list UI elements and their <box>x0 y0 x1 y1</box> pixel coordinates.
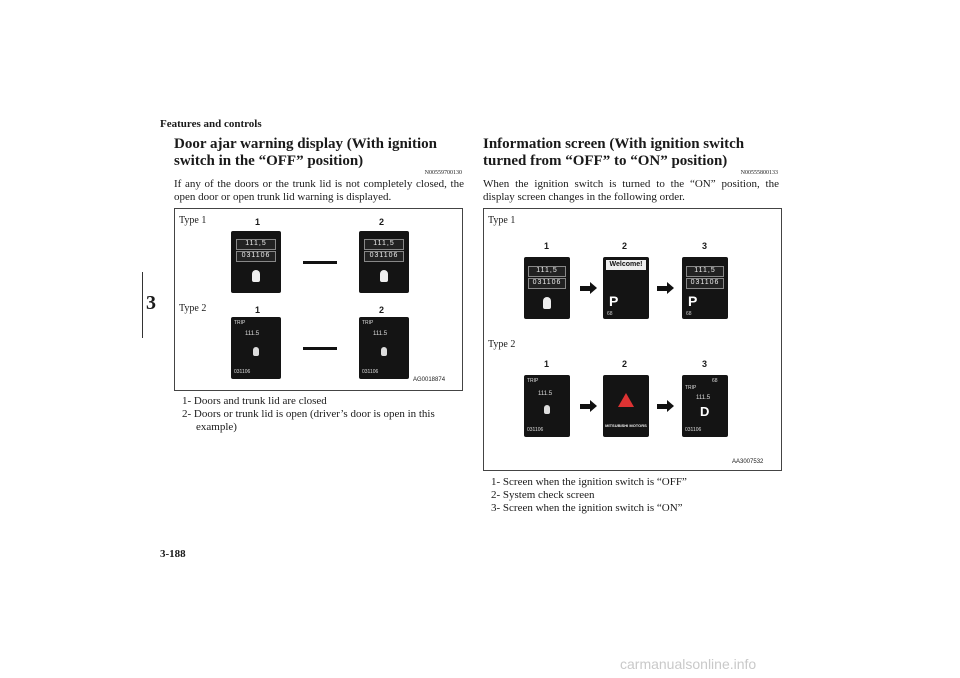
legend-item: 2- System check screen <box>491 489 595 501</box>
arrow-right-icon <box>657 404 667 409</box>
trip-main-value: 111.5 <box>245 331 260 337</box>
trip-label: TRIP <box>685 385 697 391</box>
type2-screen-open <box>359 317 409 379</box>
arrow-right-icon <box>667 282 674 294</box>
trip-label: TRIP <box>362 320 374 326</box>
welcome-text: Welcome! <box>606 260 646 270</box>
arrow-right-icon <box>590 282 597 294</box>
gear-indicator: P <box>688 293 698 309</box>
car-door-open-icon <box>380 270 388 282</box>
fig-num-2: 2 <box>622 241 628 251</box>
type2-screen-closed <box>231 317 281 379</box>
figure-code: AA3007532 <box>732 459 764 465</box>
watermark: carmanualsonline.info <box>620 656 757 672</box>
trip-value: 031106 <box>686 278 724 289</box>
info-screen-legend <box>491 476 781 515</box>
fig-num-3: 3 <box>702 241 708 251</box>
fig-type2-label: Type 2 <box>488 339 516 350</box>
car-icon <box>544 405 550 414</box>
chapter-tab-line <box>142 272 143 338</box>
fig-num-3b: 3 <box>702 359 708 369</box>
info-screen-code: N00555800133 <box>740 170 778 176</box>
range-value: 68 <box>607 311 613 317</box>
trip-main-value: 111.5 <box>538 391 553 397</box>
fig-num-1b: 1 <box>255 305 261 315</box>
legend-item: 3- Screen when the ignition switch is “ON” <box>491 502 683 514</box>
type1-screen-closed <box>231 231 281 293</box>
trip-value: 031106 <box>364 251 404 262</box>
t1-on-screen <box>682 257 728 319</box>
odo-value: 111,5 <box>686 266 724 277</box>
car-icon <box>253 347 259 356</box>
door-ajar-figure <box>174 208 463 391</box>
fig-num-1: 1 <box>255 217 261 227</box>
fig-num-2b: 2 <box>622 359 628 369</box>
fig-num-2b: 2 <box>379 305 385 315</box>
page-number: 3-188 <box>160 548 186 560</box>
trip-value: 031106 <box>236 251 276 262</box>
fig-type2-label: Type 2 <box>179 303 207 314</box>
fig-num-2: 2 <box>379 217 385 227</box>
fig-num-1b: 1 <box>544 359 550 369</box>
range-value: 68 <box>686 311 692 317</box>
trip-value: 031106 <box>528 278 566 289</box>
trip-label: TRIP <box>234 320 246 326</box>
arrow-right-icon <box>580 404 590 409</box>
running-header: Features and controls <box>160 118 262 130</box>
door-ajar-legend <box>182 395 462 434</box>
fig-type1-label: Type 1 <box>488 215 516 226</box>
door-ajar-code: N00559700130 <box>424 170 462 176</box>
door-ajar-body: If any of the doors or the trunk lid is not completely closed, the open door or open trunk lid warning is displayed. <box>174 178 464 203</box>
odo-value: 111,5 <box>236 239 276 250</box>
figure-code: AG0018874 <box>413 377 446 383</box>
t2-on-screen <box>682 375 728 437</box>
car-icon <box>252 270 260 282</box>
brand-text: MITSUBISHI MOTORS <box>605 423 647 428</box>
double-arrow-icon <box>303 261 337 264</box>
info-screen-figure <box>483 208 782 471</box>
trip-label: TRIP <box>527 378 539 384</box>
legend-item: 1- Screen when the ignition switch is “OFF” <box>491 476 687 488</box>
double-arrow-icon <box>303 347 337 350</box>
t1-off-screen <box>524 257 570 319</box>
odo-value: 111,5 <box>364 239 404 250</box>
legend-item: 1- Doors and trunk lid are closed <box>182 395 327 407</box>
trip-main-value: 111.5 <box>696 395 711 401</box>
gear-indicator: D <box>700 404 710 419</box>
arrow-right-icon <box>590 400 597 412</box>
trip-main-value: 111.5 <box>373 331 388 337</box>
arrow-right-icon <box>580 286 590 291</box>
odo-value: 031106 <box>234 369 251 375</box>
type1-screen-open <box>359 231 409 293</box>
odo-value: 031106 <box>362 369 379 375</box>
odo-value: 031106 <box>527 427 544 433</box>
info-screen-body: When the ignition switch is turned to the “ON” position, the display screen changes in the following order. <box>483 178 779 203</box>
door-ajar-heading: Door ajar warning display (With ignition switch in the “OFF” position) <box>174 136 437 169</box>
gear-indicator: P <box>609 293 619 309</box>
arrow-right-icon <box>667 400 674 412</box>
car-icon <box>543 297 551 309</box>
fig-type1-label: Type 1 <box>179 215 207 226</box>
temp-value: 68 <box>712 378 718 384</box>
t2-off-screen <box>524 375 570 437</box>
arrow-right-icon <box>657 286 667 291</box>
brand-logo-icon <box>618 393 634 407</box>
odo-value: 111,5 <box>528 266 566 277</box>
chapter-tab-number: 3 <box>146 292 156 314</box>
t1-check-screen <box>603 257 649 319</box>
fig-num-1: 1 <box>544 241 550 251</box>
info-screen-heading: Information screen (With ignition switch turned from “OFF” to “ON” position) <box>483 136 745 169</box>
t2-check-screen <box>603 375 649 437</box>
odo-value: 031106 <box>685 427 702 433</box>
legend-item: 2- Doors or trunk lid is open (driver’s door is open in this example) <box>182 408 435 433</box>
car-door-open-icon <box>381 347 387 356</box>
